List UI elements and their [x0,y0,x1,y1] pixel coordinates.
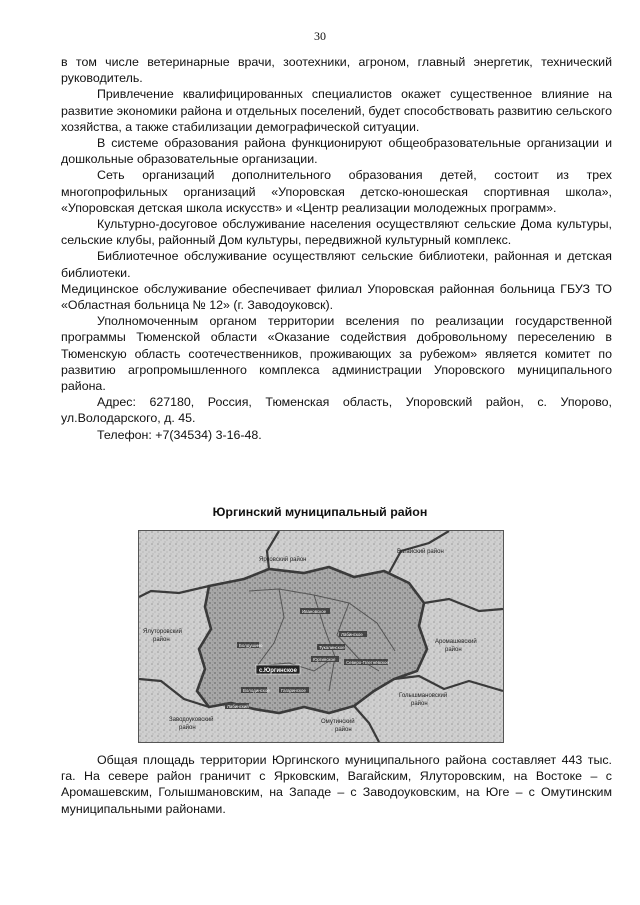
settlement-label: Юргинское [313,657,336,662]
neighbor-label: район [153,637,170,643]
paragraph: Культурно-досуговое обслуживание населения осуществляют сельские Дома культуры, сельские клубы, районный Дом культуры, передвижной культурный комплекс. [61,217,612,248]
neighbor-label: Вагайский район [397,549,444,555]
paragraph: в том числе ветеринарные врачи, зоотехники, агроном, главный энергетик, технический руководитель. [61,55,612,86]
paragraph: Сеть организаций дополнительного образования детей, состоит из трех многопрофильных организаций «Упоровская детско-юношеская спортивная школа», «Упоровская детская школа искусств» и «Центр реализации молодежных программ». [61,168,612,215]
neighbor-label: район [411,701,428,707]
settlement-label: Володинское [243,688,270,693]
settlement-label: Северо-Плетнёвское [346,660,389,665]
page-number: 30 [314,29,326,43]
settlement-label: Лабинский [227,704,249,709]
settlement-label: Ивановское [302,609,327,614]
paragraph: Адрес: 627180, Россия, Тюменская область, Упоровский район, с. Упорово, ул.Володарского, д. 45. [61,395,612,426]
neighbor-label: Аромашевский [435,639,477,645]
settlement-label: Тукалинское [319,645,345,650]
neighbor-label: Ярковский район [259,557,307,563]
neighbor-label: район [179,725,196,731]
paragraph: Телефон: +7(34534) 3-16-48. [97,427,262,442]
neighbor-label: Омутинский [321,719,355,725]
neighbor-label: Голышмановский [399,693,448,699]
settlement-label: Гагаринское [281,688,306,693]
paragraph: Привлечение квалифицированных специалистов окажет существенное влияние на развитие экономики района и отдельных поселений, будет способствовать развитию сельского хозяйства, а также стабилизации демографической ситуации. [61,87,612,134]
neighbor-label: Заводоуковский [169,717,214,723]
district-map [138,530,504,743]
paragraph: Медицинское обслуживание обеспечивает филиал Упоровская районная больница ГБУЗ ТО «Областная больница № 12» (г. Заводоуковск). [61,281,612,313]
neighbor-label: Ялуторовский [143,629,182,635]
district-center-label: с.Юргинское [259,668,297,674]
paragraph: В системе образования района функционируют общеобразовательные организации и дошкольные образовательные организации. [61,136,612,167]
settlement-label: Болдушино [239,643,263,648]
neighbor-label: район [335,727,352,733]
paragraph: Уполномоченным органом территории вселения по реализации государственной программы Тюменской области «Оказание содействия добровольному переселению в Тюменскую область соотечественников, проживающих за рубежом» является комитет по развитию агропромышленного комплекса администрации Упоровского муниципального района. [61,314,612,394]
body-text-top [61,54,612,443]
district-map-svg [139,531,503,742]
paragraph: Общая площадь территории Юргинского муниципального района составляет 443 тыс. га. На севере район граничит с Ярковским, Вагайским, Ялуторовским, на Востоке – с Аромашевским, Голышмановским, на Западе – с Заводоуковским, на Юге – с Омутинским муниципальными районами. [61,753,612,816]
neighbor-label: район [445,647,462,653]
section-title: Юргинский муниципальный район [212,505,428,519]
body-text-bottom [61,752,612,817]
paragraph: Библиотечное обслуживание осуществляют сельские библиотеки, районная и детская библиотеки. [61,249,612,280]
settlement-label: Лабинское [341,632,363,637]
